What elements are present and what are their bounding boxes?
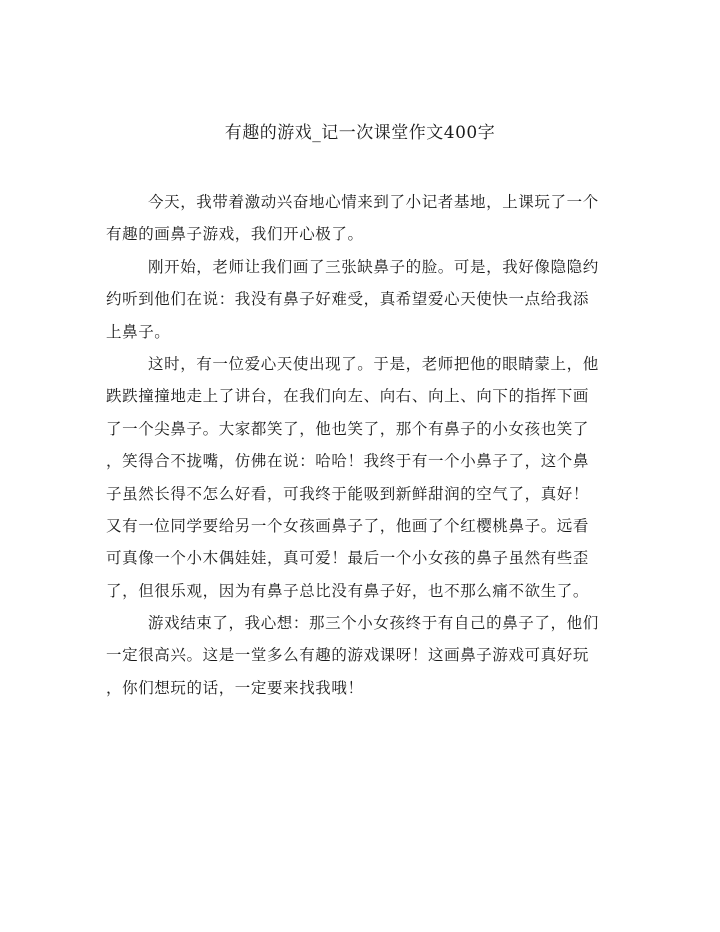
paragraph-3-line-4: ，笑得合不拢嘴，仿佛在说：哈哈！我终于有一个小鼻子了，这个鼻 xyxy=(106,452,590,471)
paragraph-2-line-1: 刚开始，老师让我们画了三张缺鼻子的脸。可是，我好像隐隐约 xyxy=(148,257,599,276)
paragraph-4-line-3: ，你们想玩的话，一定要来找我哦！ xyxy=(106,678,364,697)
paragraph-4-line-1: 游戏结束了，我心想：那三个小女孩终于有自己的鼻子了，他们 xyxy=(148,614,599,633)
paragraph-3-line-5: 子虽然长得不怎么好看，可我终于能吸到新鲜甜润的空气了，真好！ xyxy=(106,484,590,503)
paragraph-3-line-1: 这时，有一位爱心天使出现了。于是，老师把他的眼睛蒙上，他 xyxy=(148,354,599,373)
paragraph-3-line-2: 跌跌撞撞地走上了讲台，在我们向左、向右、向上、向下的指挥下画 xyxy=(106,387,590,406)
paragraph-1-line-1: 今天，我带着激动兴奋地心情来到了小记者基地，上课玩了一个 xyxy=(148,193,599,211)
paragraph-3-line-3: 了一个尖鼻子。大家都笑了，他也笑了，那个有鼻子的小女孩也笑了 xyxy=(106,419,590,438)
paragraph-2-line-3: 上鼻子。 xyxy=(106,322,171,341)
document-body xyxy=(106,186,616,704)
paragraph-1-line-2: 有趣的画鼻子游戏，我们开心极了。 xyxy=(106,225,364,244)
paragraph-3-line-8: 了，但很乐观，因为有鼻子总比没有鼻子好，也不那么痛不欲生了。 xyxy=(106,581,590,600)
paragraph-2-line-2: 约听到他们在说：我没有鼻子好难受，真希望爱心天使快一点给我添 xyxy=(106,290,590,309)
paragraph-4-line-2: 一定很高兴。这是一堂多么有趣的游戏课呀！这画鼻子游戏可真好玩 xyxy=(106,646,590,665)
paragraph-3-line-6: 又有一位同学要给另一个女孩画鼻子了，他画了个红樱桃鼻子。远看 xyxy=(106,516,590,535)
paragraph-3-line-7: 可真像一个小木偶娃娃，真可爱！最后一个小女孩的鼻子虽然有些歪 xyxy=(106,549,590,568)
document-title: 有趣的游戏_记一次课堂作文400字 xyxy=(224,123,496,143)
